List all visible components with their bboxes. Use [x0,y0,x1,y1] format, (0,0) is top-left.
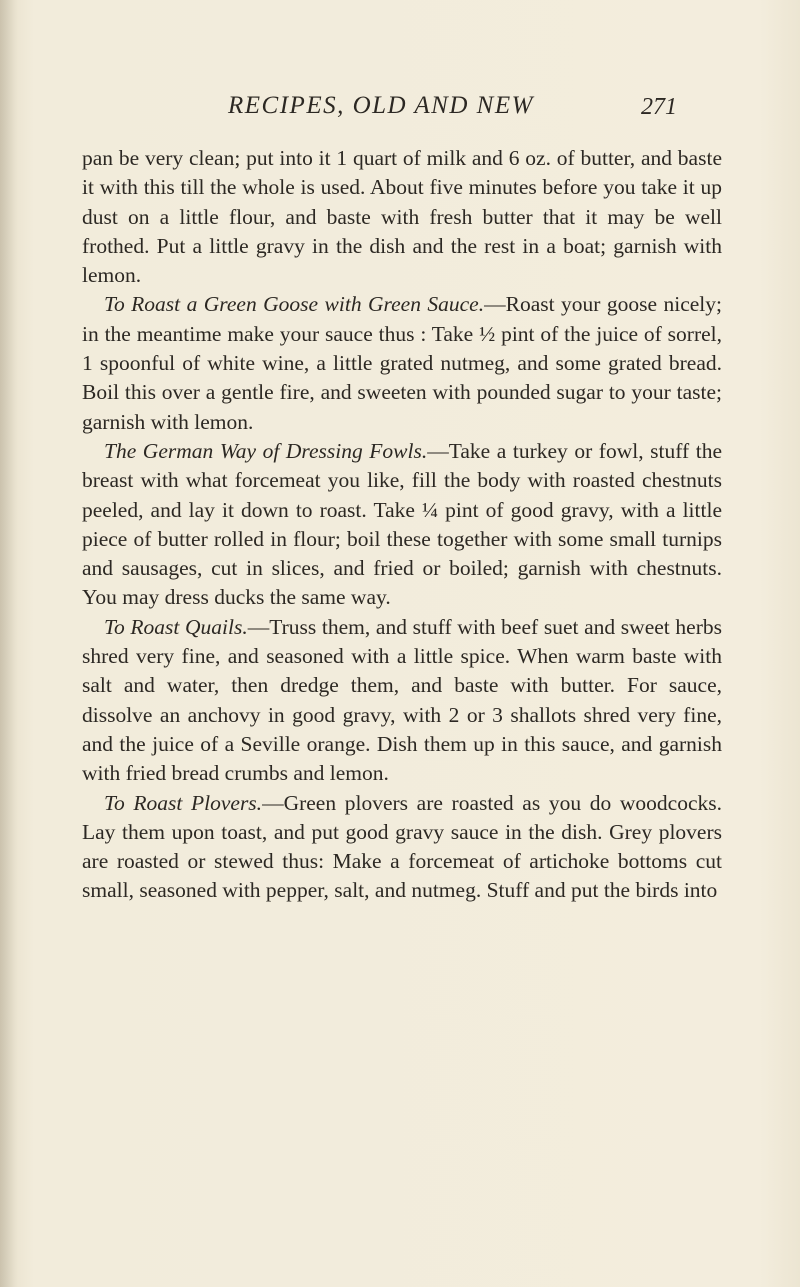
recipe-text: —Green plovers are roasted as you do woodcocks. Lay them upon toast, and put good gravy sauce in the dish. Grey plovers are roasted or stewed thus: Make a forcemeat of artichoke bottoms cut small, seasoned with pepper, salt, and nutmeg. Stuff and put the birds into [82,790,722,903]
recipe-title: To Roast Plovers. [104,790,263,815]
recipe-text: —Roast your goose nicely; in the meantime make your sauce thus : Take ½ pint of the juice of sorrel, 1 spoonful of white wine, a little grated nutmeg, and some grated bread. Boil this over a gentle fire, and sweeten with pounded sugar to your taste; garnish with lemon. [82,292,722,434]
paragraph-text: pan be very clean; put into it 1 quart of milk and 6 oz. of butter, and baste it with this till the whole is used. About five minutes before you take it up dust on a little flour, and baste with fresh butter that it may be well frothed. Put a little gravy in the dish and the rest in a boat; garnish with lemon. [82,146,722,288]
page-body [82,144,722,906]
recipe-german-fowls [82,437,722,613]
recipe-green-goose [82,290,722,436]
recipe-title: To Roast a Green Goose with Green Sauce. [104,292,485,317]
recipe-text: —Take a turkey or fowl, stuff the breast with what forcemeat you like, fill the body with roasted chestnuts peeled, and lay it down to roast. Take ¼ pint of good gravy, with a little piece of butter rolled in flour; boil these together with some small turnips and sausages, cut in slices, and fried or boiled; garnish with chestnuts. You may dress ducks the same way. [82,438,722,610]
recipe-title: The German Way of Dressing Fowls. [104,438,428,463]
recipe-roast-plovers [82,789,722,906]
recipe-title: To Roast Quails. [104,614,248,639]
recipe-text: —Truss them, and stuff with beef suet and sweet herbs shred very fine, and seasoned with a little spice. When warm baste with salt and water, then dredge them, and baste with butter. For sauce, dissolve an anchovy in good gravy, with 2 or 3 shallots shred very fine, and the juice of a Seville orange. Dish them up in this sauce, and garnish with fried bread crumbs and lemon. [82,614,722,786]
page-gutter-shadow [0,0,18,1287]
page-number: 271 [641,94,677,120]
running-title: RECIPES, OLD AND NEW [228,92,534,119]
recipe-roast-quails [82,613,722,789]
paragraph-continuation [82,144,722,290]
page-header [0,92,800,128]
